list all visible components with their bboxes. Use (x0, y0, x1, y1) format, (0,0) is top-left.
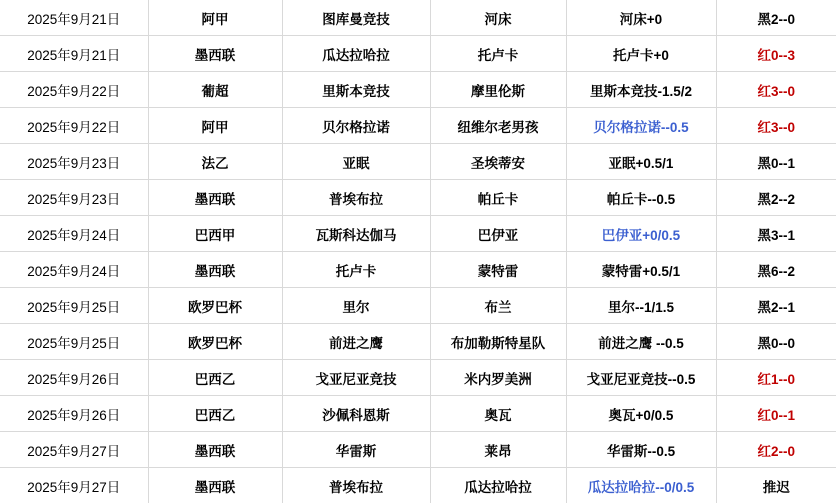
result-cell: 黑2--1 (716, 288, 836, 324)
match-date-cell: 2025年9月22日 (0, 108, 148, 144)
home-team-cell: 戈亚尼亚竞技 (282, 360, 430, 396)
table-row (0, 360, 836, 396)
league-cell: 墨西联 (148, 432, 282, 468)
home-team-cell: 里斯本竞技 (282, 72, 430, 108)
result-cell: 红0--1 (716, 396, 836, 432)
result-cell: 黑2--0 (716, 0, 836, 36)
away-team-cell: 圣埃蒂安 (430, 144, 566, 180)
table-row (0, 108, 836, 144)
home-team-cell: 普埃布拉 (282, 180, 430, 216)
away-team-cell: 托卢卡 (430, 36, 566, 72)
home-team-cell: 托卢卡 (282, 252, 430, 288)
league-cell: 欧罗巴杯 (148, 324, 282, 360)
handicap-cell: 帕丘卡--0.5 (566, 180, 716, 216)
match-date-cell: 2025年9月27日 (0, 468, 148, 503)
table-row (0, 288, 836, 324)
match-date-cell: 2025年9月25日 (0, 288, 148, 324)
match-date-cell: 2025年9月23日 (0, 180, 148, 216)
match-date-cell: 2025年9月21日 (0, 0, 148, 36)
table-row (0, 216, 836, 252)
away-team-cell: 蒙特雷 (430, 252, 566, 288)
home-team-cell: 瓜达拉哈拉 (282, 36, 430, 72)
league-cell: 葡超 (148, 72, 282, 108)
home-team-cell: 华雷斯 (282, 432, 430, 468)
handicap-cell: 托卢卡+0 (566, 36, 716, 72)
result-cell: 红3--0 (716, 108, 836, 144)
result-cell: 黑0--1 (716, 144, 836, 180)
table-row (0, 324, 836, 360)
match-date-cell: 2025年9月26日 (0, 360, 148, 396)
match-date-cell: 2025年9月23日 (0, 144, 148, 180)
home-team-cell: 前进之鹰 (282, 324, 430, 360)
result-cell: 黑2--2 (716, 180, 836, 216)
table-row (0, 0, 836, 36)
home-team-cell: 普埃布拉 (282, 468, 430, 503)
league-cell: 墨西联 (148, 36, 282, 72)
league-cell: 法乙 (148, 144, 282, 180)
away-team-cell: 帕丘卡 (430, 180, 566, 216)
home-team-cell: 里尔 (282, 288, 430, 324)
result-cell: 红0--3 (716, 36, 836, 72)
match-date-cell: 2025年9月21日 (0, 36, 148, 72)
home-team-cell: 贝尔格拉诺 (282, 108, 430, 144)
handicap-cell: 巴伊亚+0/0.5 (566, 216, 716, 252)
handicap-cell: 前进之鹰 --0.5 (566, 324, 716, 360)
away-team-cell: 河床 (430, 0, 566, 36)
match-date-cell: 2025年9月26日 (0, 396, 148, 432)
away-team-cell: 瓜达拉哈拉 (430, 468, 566, 503)
match-date-cell: 2025年9月22日 (0, 72, 148, 108)
handicap-cell: 河床+0 (566, 0, 716, 36)
handicap-cell: 里尔--1/1.5 (566, 288, 716, 324)
league-cell: 巴西乙 (148, 360, 282, 396)
handicap-cell: 里斯本竞技-1.5/2 (566, 72, 716, 108)
handicap-cell: 贝尔格拉诺--0.5 (566, 108, 716, 144)
result-cell: 黑0--0 (716, 324, 836, 360)
table-row (0, 36, 836, 72)
league-cell: 墨西联 (148, 180, 282, 216)
away-team-cell: 米内罗美洲 (430, 360, 566, 396)
handicap-cell: 奥瓦+0/0.5 (566, 396, 716, 432)
away-team-cell: 纽维尔老男孩 (430, 108, 566, 144)
match-date-cell: 2025年9月24日 (0, 252, 148, 288)
handicap-cell: 戈亚尼亚竞技--0.5 (566, 360, 716, 396)
away-team-cell: 布加勒斯特星队 (430, 324, 566, 360)
home-team-cell: 亚眠 (282, 144, 430, 180)
league-cell: 墨西联 (148, 252, 282, 288)
result-cell: 黑3--1 (716, 216, 836, 252)
table-row (0, 144, 836, 180)
handicap-cell: 华雷斯--0.5 (566, 432, 716, 468)
away-team-cell: 奥瓦 (430, 396, 566, 432)
table-row (0, 396, 836, 432)
result-cell: 红1--0 (716, 360, 836, 396)
home-team-cell: 沙佩科恩斯 (282, 396, 430, 432)
home-team-cell: 瓦斯科达伽马 (282, 216, 430, 252)
away-team-cell: 布兰 (430, 288, 566, 324)
league-cell: 欧罗巴杯 (148, 288, 282, 324)
away-team-cell: 莱昂 (430, 432, 566, 468)
result-cell: 红3--0 (716, 72, 836, 108)
table-row (0, 468, 836, 503)
away-team-cell: 摩里伦斯 (430, 72, 566, 108)
match-date-cell: 2025年9月27日 (0, 432, 148, 468)
away-team-cell: 巴伊亚 (430, 216, 566, 252)
league-cell: 阿甲 (148, 108, 282, 144)
table-row (0, 180, 836, 216)
handicap-cell: 亚眠+0.5/1 (566, 144, 716, 180)
table-row (0, 72, 836, 108)
league-cell: 墨西联 (148, 468, 282, 503)
home-team-cell: 图库曼竞技 (282, 0, 430, 36)
result-cell: 黑6--2 (716, 252, 836, 288)
match-date-cell: 2025年9月24日 (0, 216, 148, 252)
handicap-cell: 瓜达拉哈拉--0/0.5 (566, 468, 716, 503)
result-cell: 红2--0 (716, 432, 836, 468)
table-row (0, 252, 836, 288)
handicap-cell: 蒙特雷+0.5/1 (566, 252, 716, 288)
league-cell: 巴西乙 (148, 396, 282, 432)
table-row (0, 432, 836, 468)
league-cell: 巴西甲 (148, 216, 282, 252)
league-cell: 阿甲 (148, 0, 282, 36)
result-cell: 推迟 (716, 468, 836, 503)
match-date-cell: 2025年9月25日 (0, 324, 148, 360)
